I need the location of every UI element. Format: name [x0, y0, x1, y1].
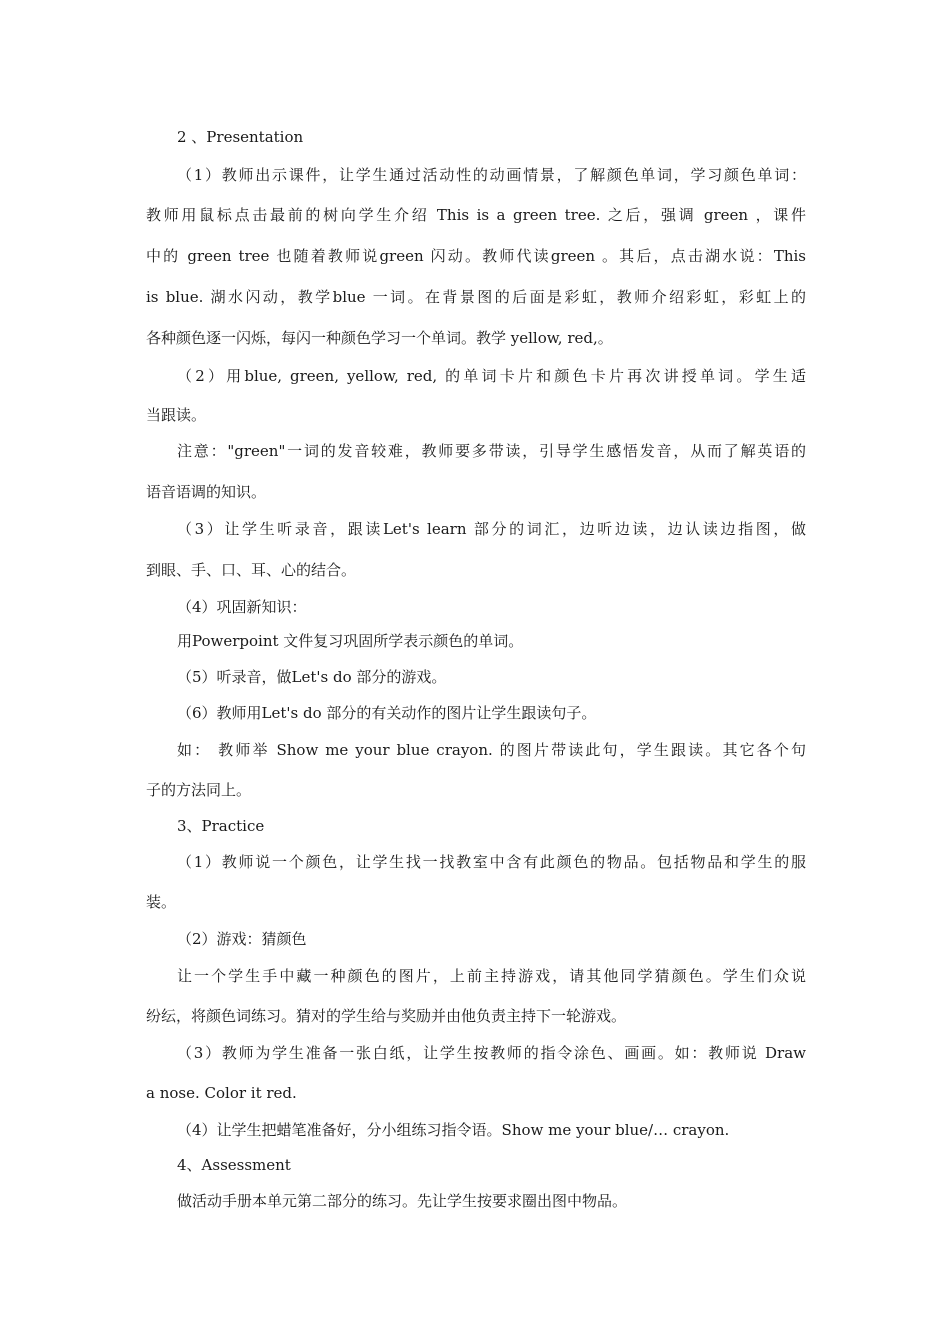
paragraph-line: 纷纭，将颜色词练习。猜对的学生给与奖励并由他负责主持下一轮游戏。 [146, 1007, 627, 1025]
paragraph-line: （5）听录音，做Let's do 部分的游戏。 [177, 668, 447, 686]
paragraph-line: 教师用鼠标点击最前的树向学生介绍 This is a green tree. 之后，强调 green ，课件 [146, 206, 806, 224]
paragraph-line: （4）让学生把蜡笔准备好，分小组练习指令语。Show me your blue/… crayon. [177, 1121, 730, 1139]
paragraph-line: （1）教师出示课件，让学生通过活动性的动画情景，了解颜色单词，学习颜色单词： [177, 166, 806, 184]
section-heading-assessment: 4、Assessment [177, 1156, 291, 1174]
paragraph-line: （6）教师用Let's do 部分的有关动作的图片让学生跟读句子。 [177, 704, 597, 722]
paragraph-line: （1）教师说一个颜色，让学生找一找教室中含有此颜色的物品。包括物品和学生的服 [177, 853, 806, 871]
paragraph-line: 注意："green"一词的发音较难，教师要多带读，引导学生感悟发音，从而了解英语的 [177, 442, 806, 460]
paragraph-line: is blue. 湖水闪动，教学blue 一词。在背景图的后面是彩虹，教师介绍彩虹，彩虹上的 [146, 288, 806, 306]
paragraph-line: （3）教师为学生准备一张白纸，让学生按教师的指令涂色、画画。如：教师说 Draw [177, 1044, 806, 1062]
paragraph-line: 中的 green tree 也随着教师说green 闪动。教师代读green 。其后，点击湖水说：This [146, 247, 806, 265]
paragraph-line: 用Powerpoint 文件复习巩固所学表示颜色的单词。 [177, 632, 524, 650]
paragraph-line: 做活动手册本单元第二部分的练习。先让学生按要求圈出图中物品。 [177, 1192, 628, 1210]
paragraph-line: 各种颜色逐一闪烁，每闪一种颜色学习一个单词。教学 yellow, red,。 [146, 329, 613, 347]
paragraph-line: a nose. Color it red. [146, 1084, 297, 1102]
paragraph-line: （2）用blue, green, yellow, red, 的单词卡片和颜色卡片再次讲授单词。学生适 [177, 367, 806, 385]
paragraph-line: （4）巩固新知识： [177, 598, 307, 616]
paragraph-line: 语音语调的知识。 [146, 483, 267, 501]
paragraph-line: 子的方法同上。 [146, 781, 252, 799]
paragraph-line: 装。 [146, 893, 177, 911]
section-heading-presentation: 2 、Presentation [177, 128, 304, 146]
paragraph-line: （2）游戏：猜颜色 [177, 930, 307, 948]
paragraph-line: 到眼、手、口、耳、心的结合。 [146, 561, 357, 579]
paragraph-line: 让一个学生手中藏一种颜色的图片，上前主持游戏，请其他同学猜颜色。学生们众说 [177, 967, 806, 985]
paragraph-line: 当跟读。 [146, 406, 207, 424]
paragraph-line: （3）让学生听录音，跟读Let's learn 部分的词汇，边听边读，边认读边指图，做 [177, 520, 806, 538]
paragraph-line: 如： 教师举 Show me your blue crayon. 的图片带读此句，学生跟读。其它各个句 [177, 741, 806, 759]
section-heading-practice: 3、Practice [177, 817, 265, 835]
